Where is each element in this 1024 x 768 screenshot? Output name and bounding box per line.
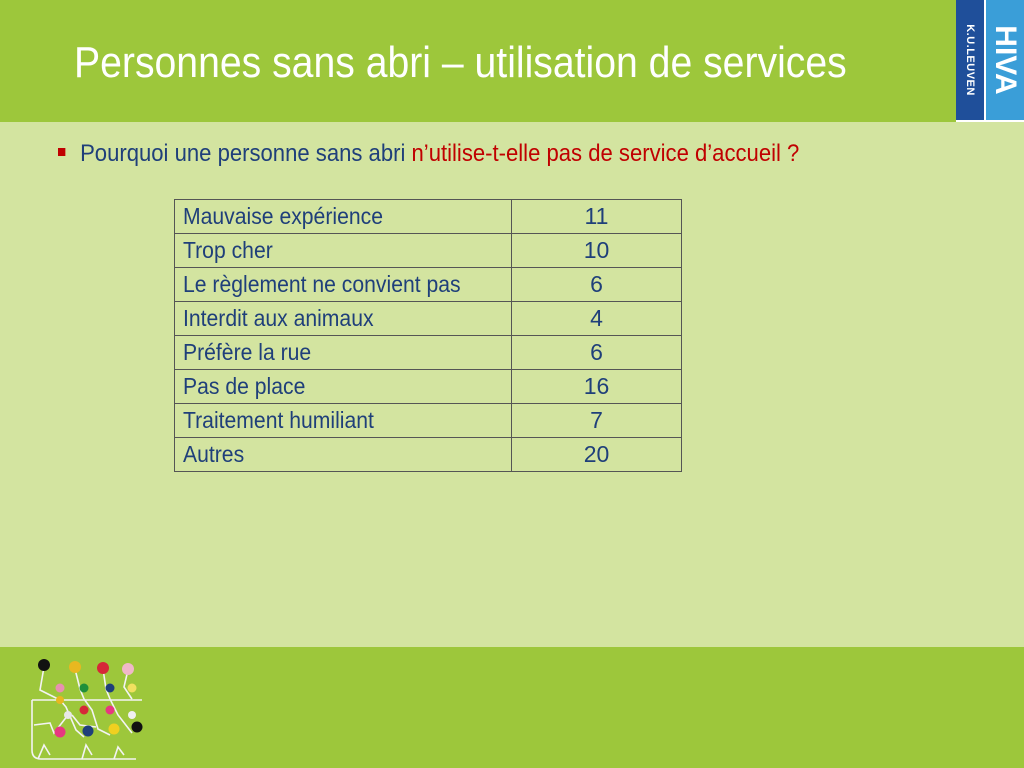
row-label: Préfère la rue	[175, 336, 512, 370]
question-text-part2: n’utilise-t-elle pas de service d’accueil ?	[411, 140, 800, 167]
row-value: 7	[512, 404, 682, 438]
reasons-table	[174, 199, 682, 472]
row-value: 6	[512, 336, 682, 370]
table-row	[175, 336, 682, 370]
table-row	[175, 302, 682, 336]
row-value: 10	[512, 234, 682, 268]
row-value: 20	[512, 438, 682, 472]
logo	[956, 0, 1024, 122]
table-row	[175, 200, 682, 234]
table-row	[175, 438, 682, 472]
kuleuven-logo	[956, 0, 984, 120]
row-value: 4	[512, 302, 682, 336]
question-text-part1: Pourquoi une personne sans abri	[80, 140, 412, 167]
row-value: 16	[512, 370, 682, 404]
row-label: Traitement humiliant	[175, 404, 512, 438]
hiva-logo	[986, 0, 1024, 120]
row-label: Le règlement ne convient pas	[175, 268, 512, 302]
hiva-logo-text: HIVA	[989, 25, 1022, 95]
header-bar	[0, 0, 1024, 122]
hang-it-all-coat-rack-icon	[24, 655, 150, 765]
kuleuven-logo-text: K.U.LEUVEN	[964, 24, 976, 96]
row-label: Trop cher	[175, 234, 512, 268]
footer-bar	[0, 647, 1024, 768]
row-value: 11	[512, 200, 682, 234]
table-row	[175, 268, 682, 302]
row-label: Interdit aux animaux	[175, 302, 512, 336]
bullet-square-icon	[58, 148, 65, 156]
row-value: 6	[512, 268, 682, 302]
slide-title: Personnes sans abri – utilisation de services	[74, 38, 847, 87]
table-row	[175, 404, 682, 438]
row-label: Pas de place	[175, 370, 512, 404]
row-label: Autres	[175, 438, 512, 472]
table-row	[175, 234, 682, 268]
row-label: Mauvaise expérience	[175, 200, 512, 234]
question-bullet	[58, 140, 799, 168]
table-row	[175, 370, 682, 404]
